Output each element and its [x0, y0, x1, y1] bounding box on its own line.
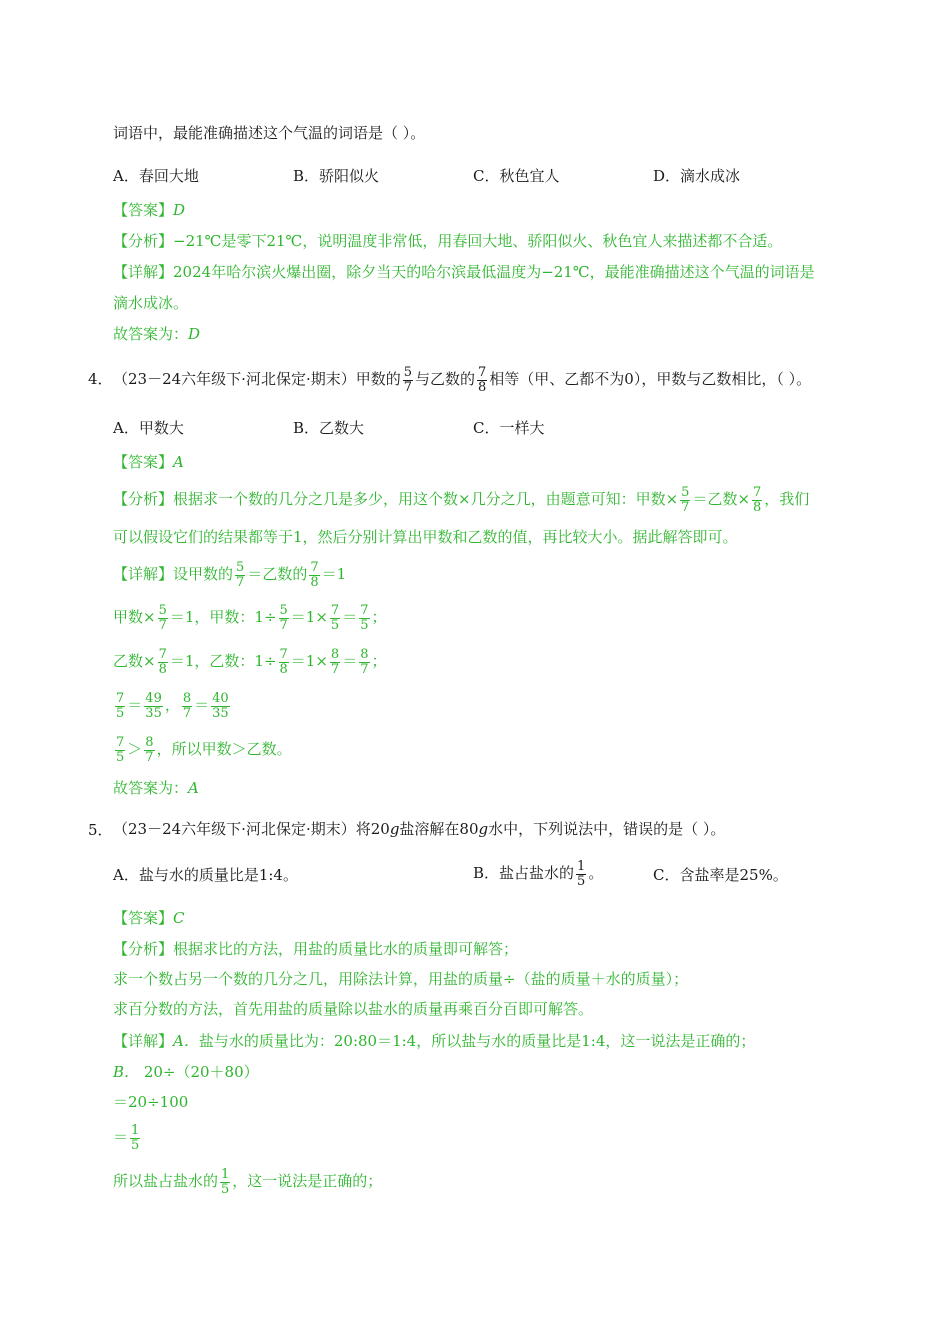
q4-detail-4: $\frac{7}{5}$ ＝ $\frac{49}{35}$ ， $\frac{8}{7}$ ＝ $\frac{40}{35}$	[116, 690, 229, 721]
q5-answer: 【答案】C	[113, 909, 185, 927]
q3-option-b: B．骄阳似火	[293, 167, 380, 185]
q3-option-c: C．秋色宜人	[473, 167, 560, 185]
q4-final: 故答案为：A	[113, 779, 199, 797]
q3-option-a: A．春回大地	[113, 167, 199, 185]
q3-answer: 【答案】D	[113, 201, 186, 219]
q5-detail-b-4: 所以盐占盐水的 $\frac{1}{5}$ ，这一说法是正确的；	[113, 1166, 383, 1197]
q4-answer: 【答案】A	[113, 453, 184, 471]
q5-detail-b-2: ＝20÷100	[113, 1093, 189, 1111]
q4-detail-1: 【详解】设甲数的 $\frac{5}{7}$ ＝乙数的 $\frac{7}{8}$ ＝1	[113, 559, 347, 590]
q3-final: 故答案为：D	[113, 325, 201, 343]
q5-analysis-2: 求一个数占另一个数的几分之几，用除法计算，用盐的质量÷（盐的质量＋水的质量）；	[113, 970, 689, 988]
q4-number: 4．	[88, 370, 113, 388]
q4-detail-3: 乙数× $\frac{7}{8}$ ＝1，乙数：1÷ $\frac{7}{8}$ ＝1× $\frac{8}{7}$ ＝ $\frac{8}{7}$ ；	[113, 646, 387, 677]
q5-option-c: C．含盐率是25%。	[653, 866, 788, 884]
q5-detail-b-3: ＝ $\frac{1}{5}$	[113, 1122, 140, 1153]
q3-stem: 词语中，最能准确描述这个气温的词语是（ ）。	[113, 124, 426, 142]
q3-detail-cont: 滴水成冰。	[113, 294, 189, 312]
q5-stem: （23－24六年级下·河北保定·期末）将20g盐溶解在80g水中，下列说法中，错误的是（ ）。	[113, 820, 726, 838]
q4-option-a: A．甲数大	[113, 419, 184, 437]
q5-detail-b-1: B． 20÷（20＋80）	[113, 1063, 259, 1081]
q3-analysis: 【分析】−21℃是零下21℃，说明温度非常低，用春回大地、骄阳似火、秋色宜人来描述都不合适。	[113, 232, 783, 250]
q5-detail-a: 【详解】A．盐与水的质量比为：20:80＝1:4，所以盐与水的质量比是1:4，这一说法是正确的；	[113, 1032, 756, 1050]
q4-option-c: C．一样大	[473, 419, 545, 437]
q5-option-a: A．盐与水的质量比是1:4。	[113, 866, 298, 884]
q5-analysis-3: 求百分数的方法，首先用盐的质量除以盐水的质量再乘百分百即可解答。	[113, 1000, 594, 1018]
q4-option-b: B．乙数大	[293, 419, 365, 437]
q4-analysis-cont: 可以假设它们的结果都等于1，然后分别计算出甲数和乙数的值，再比较大小。据此解答即可。	[113, 528, 738, 546]
q3-option-d: D．滴水成冰	[653, 167, 741, 185]
q5-analysis-1: 【分析】根据求比的方法，用盐的质量比水的质量即可解答；	[113, 940, 519, 958]
q3-detail: 【详解】2024年哈尔滨火爆出圈，除夕当天的哈尔滨最低温度为−21℃，最能准确描述这个气温的词语是	[113, 263, 815, 281]
q5-number: 5．	[88, 821, 113, 839]
q4-detail-2: 甲数× $\frac{5}{7}$ ＝1，甲数：1÷ $\frac{5}{7}$ ＝1× $\frac{7}{5}$ ＝ $\frac{7}{5}$ ；	[113, 602, 387, 633]
q4-detail-5: $\frac{7}{5}$ ＞ $\frac{8}{7}$ ，所以甲数＞乙数。	[116, 734, 292, 765]
q5-option-b: B．盐占盐水的 $\frac{1}{5}$ 。	[473, 858, 604, 889]
q4-analysis: 【分析】根据求一个数的几分之几是多少，用这个数×几分之几，由题意可知：甲数× $\frac{5}{7}$ ＝乙数× $\frac{7}{8}$ ，我们	[113, 484, 810, 515]
q4-stem: （23－24六年级下·河北保定·期末）甲数的 $\frac{5}{7}$ 与乙数的 $\frac{7}{8}$ 相等（甲、乙都不为0），甲数与乙数相比，（ ）。	[113, 364, 812, 395]
